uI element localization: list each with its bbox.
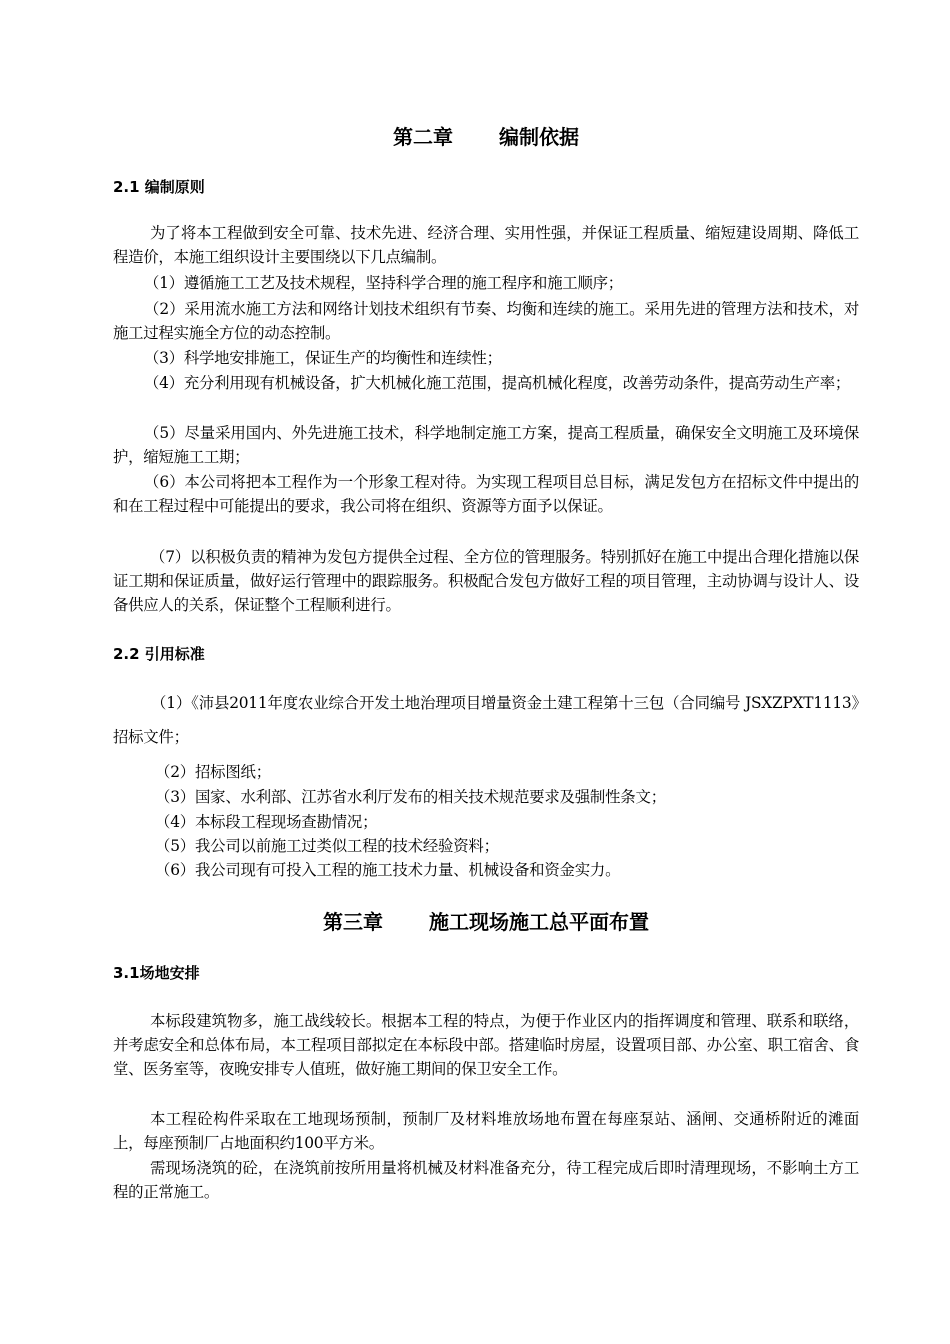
standard-item: （4）本标段工程现场查勘情况； <box>155 813 378 831</box>
section-3-1-heading: 3.1场地安排 <box>113 964 200 982</box>
standard-item: （5）我公司以前施工过类似工程的技术经验资料； <box>155 837 499 855</box>
section-2-1-heading: 2.1 编制原则 <box>113 178 205 196</box>
principle-item: （5）尽量采用国内、外先进施工技术，科学地制定施工方案，提高工程质量，确保安全文明施工及环境保护，缩短施工工期； <box>113 424 859 466</box>
principle-item: （7）以积极负责的精神为发包方提供全过程、全方位的管理服务。特别抓好在施工中提出合理化措施以保证工期和保证质量，做好运行管理中的跟踪服务。积极配合发包方做好工程的项目管理，主动协调与设计人、设备供应人的关系，保证整个工程顺利进行。 <box>113 548 859 614</box>
principle-item: （4）充分利用现有机械设备，扩大机械化施工范围，提高机械化程度，改善劳动条件，提高劳动生产率； <box>144 374 851 392</box>
chapter-number: 第二章 <box>393 125 453 149</box>
section-2-2-heading: 2.2 引用标准 <box>113 645 205 663</box>
chapter-3-title <box>113 908 859 936</box>
site-paragraph: 本标段建筑物多，施工战线较长。根据本工程的特点，为便于作业区内的指挥调度和管理、联系和联络，并考虑安全和总体布局，本工程项目部拟定在本标段中部。搭建临时房屋，设置项目部、办公室、职工宿舍、食堂、医务室等，夜晚安排专人值班，做好施工期间的保卫安全工作。 <box>113 1012 859 1078</box>
standard-item: （6）我公司现有可投入工程的施工技术力量、机械设备和资金实力。 <box>155 861 621 879</box>
chapter-number: 第三章 <box>323 910 383 934</box>
site-paragraph: 需现场浇筑的砼，在浇筑前按所用量将机械及材料准备充分，待工程完成后即时清理现场，不影响土方工程的正常施工。 <box>113 1159 859 1201</box>
standard-item: （2）招标图纸； <box>155 763 271 781</box>
principle-item: （6）本公司将把本工程作为一个形象工程对待。为实现工程项目总目标，满足发包方在招标文件中提出的和在工程过程中可能提出的要求，我公司将在组织、资源等方面予以保证。 <box>113 473 859 515</box>
chapter-2-title <box>113 123 859 151</box>
section-2-1-intro: 为了将本工程做到安全可靠、技术先进、经济合理、实用性强，并保证工程质量、缩短建设周期、降低工程造价，本施工组织设计主要围绕以下几点编制。 <box>113 224 859 266</box>
principle-item: （1）遵循施工工艺及技术规程，坚持科学合理的施工程序和施工顺序； <box>144 274 623 292</box>
chapter-name: 编制依据 <box>499 125 579 149</box>
site-paragraph: 本工程砼构件采取在工地现场预制，预制厂及材料堆放场地布置在每座泵站、涵闸、交通桥附近的滩面上，每座预制厂占地面积约100平方米。 <box>113 1110 859 1152</box>
chapter-name: 施工现场施工总平面布置 <box>429 910 649 934</box>
standard-item: （1）《沛县2011年度农业综合开发土地治理项目增量资金土建工程第十三包（合同编号 JSXZPXT1113》招标文件； <box>113 694 859 746</box>
standard-item: （3）国家、水利部、江苏省水利厅发布的相关技术规范要求及强制性条文； <box>155 788 666 806</box>
principle-item: （2）采用流水施工方法和网络计划技术组织有节奏、均衡和连续的施工。采用先进的管理方法和技术，对施工过程实施全方位的动态控制。 <box>113 300 859 342</box>
principle-item: （3）科学地安排施工，保证生产的均衡性和连续性； <box>144 349 502 367</box>
